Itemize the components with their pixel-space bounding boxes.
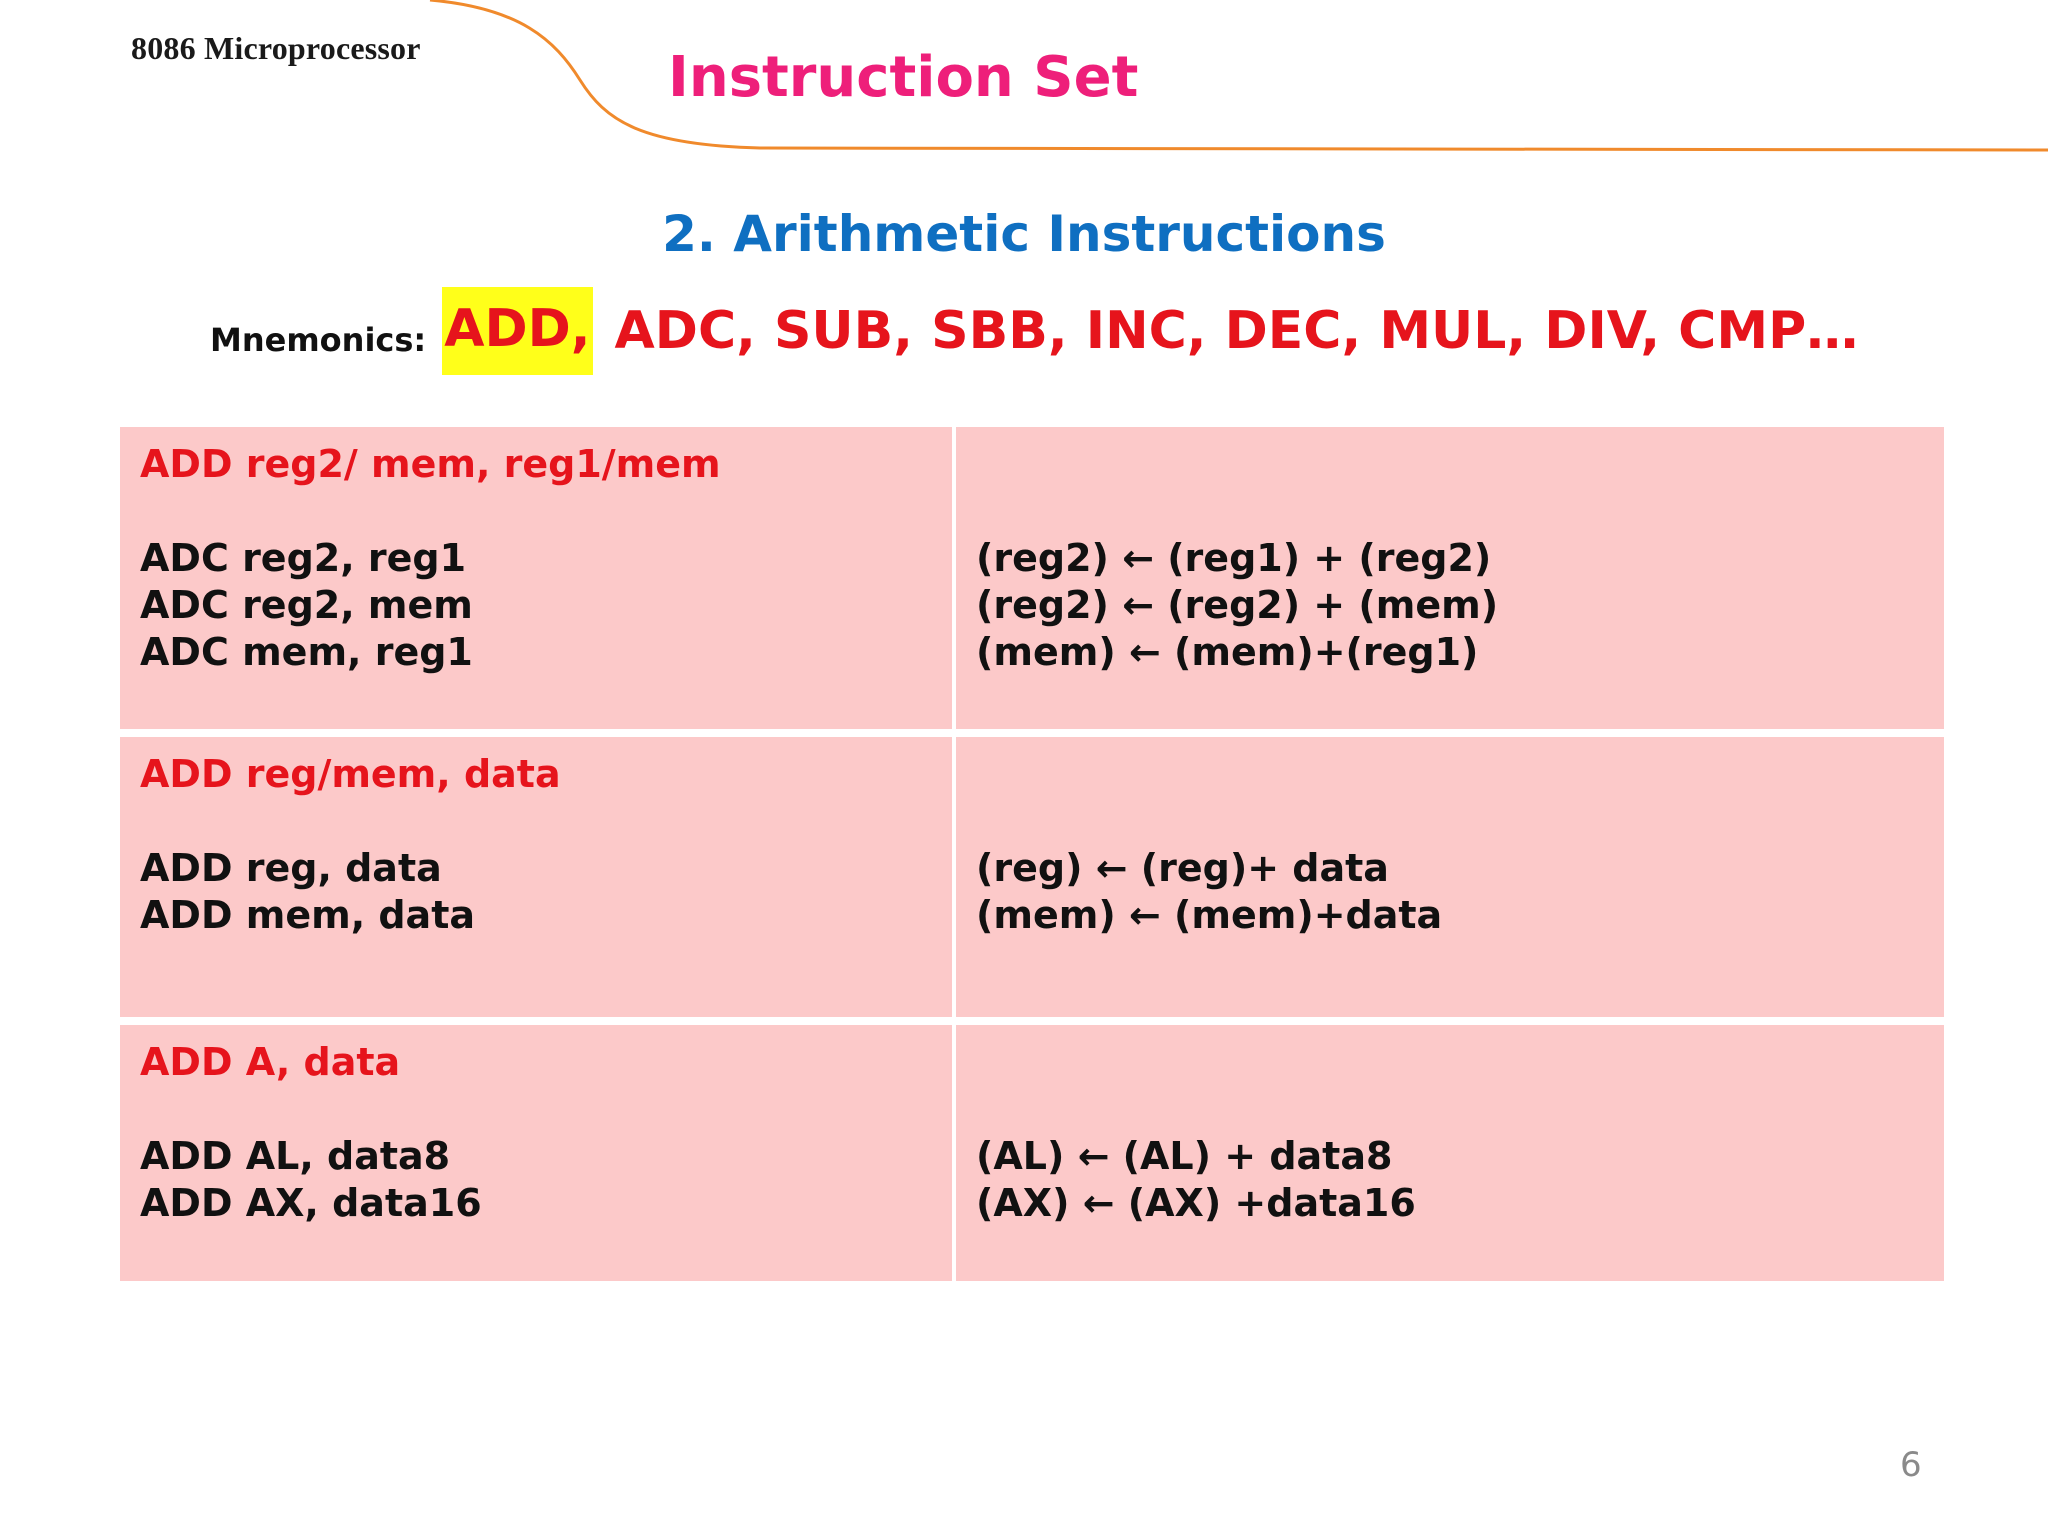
- instruction-line: ADC reg2, reg1: [140, 536, 467, 580]
- page-number: 6: [1900, 1445, 1922, 1485]
- operation-cell: [956, 1025, 1944, 1281]
- mnemonics-list: ADC, SUB, SBB, INC, DEC, MUL, DIV, CMP…: [614, 301, 1859, 361]
- instruction-form-heading: ADD A, data: [140, 1040, 401, 1084]
- instruction-line: ADC mem, reg1: [140, 630, 473, 674]
- instruction-line: ADD AX, data16: [140, 1181, 482, 1225]
- operation-line: (mem) ← (mem)+data: [976, 893, 1443, 937]
- table-row: [120, 427, 1944, 729]
- slide-title: Instruction Set: [668, 45, 1139, 110]
- instruction-form-heading: ADD reg2/ mem, reg1/mem: [140, 442, 721, 486]
- operation-line: (reg) ← (reg)+ data: [976, 846, 1389, 890]
- operation-line: (AX) ← (AX) +data16: [976, 1181, 1416, 1225]
- instruction-line: ADD reg, data: [140, 846, 442, 890]
- mnemonic-highlighted-add: ADD,: [442, 287, 592, 375]
- operation-line: (mem) ← (mem)+(reg1): [976, 630, 1479, 674]
- operation-line: (reg2) ← (reg2) + (mem): [976, 583, 1499, 627]
- instruction-line: ADD AL, data8: [140, 1134, 451, 1178]
- instruction-cell: [120, 427, 952, 729]
- instruction-line: ADC reg2, mem: [140, 583, 473, 627]
- operation-cell: [956, 737, 1944, 1017]
- instruction-cell: [120, 1025, 952, 1281]
- instruction-form-heading: ADD reg/mem, data: [140, 752, 561, 796]
- instruction-table: [120, 427, 1944, 1289]
- section-title: 2. Arithmetic Instructions: [662, 205, 1386, 263]
- operation-cell: [956, 427, 1944, 729]
- operation-line: (AL) ← (AL) + data8: [976, 1134, 1393, 1178]
- instruction-line: ADD mem, data: [140, 893, 476, 937]
- table-row: [120, 1025, 1944, 1281]
- operation-line: (reg2) ← (reg1) + (reg2): [976, 536, 1492, 580]
- instruction-cell: [120, 737, 952, 1017]
- table-row: [120, 737, 1944, 1017]
- mnemonics-label: Mnemonics:: [210, 321, 427, 359]
- mnemonics-row: [210, 287, 1858, 375]
- course-label: 8086 Microprocessor: [131, 30, 421, 66]
